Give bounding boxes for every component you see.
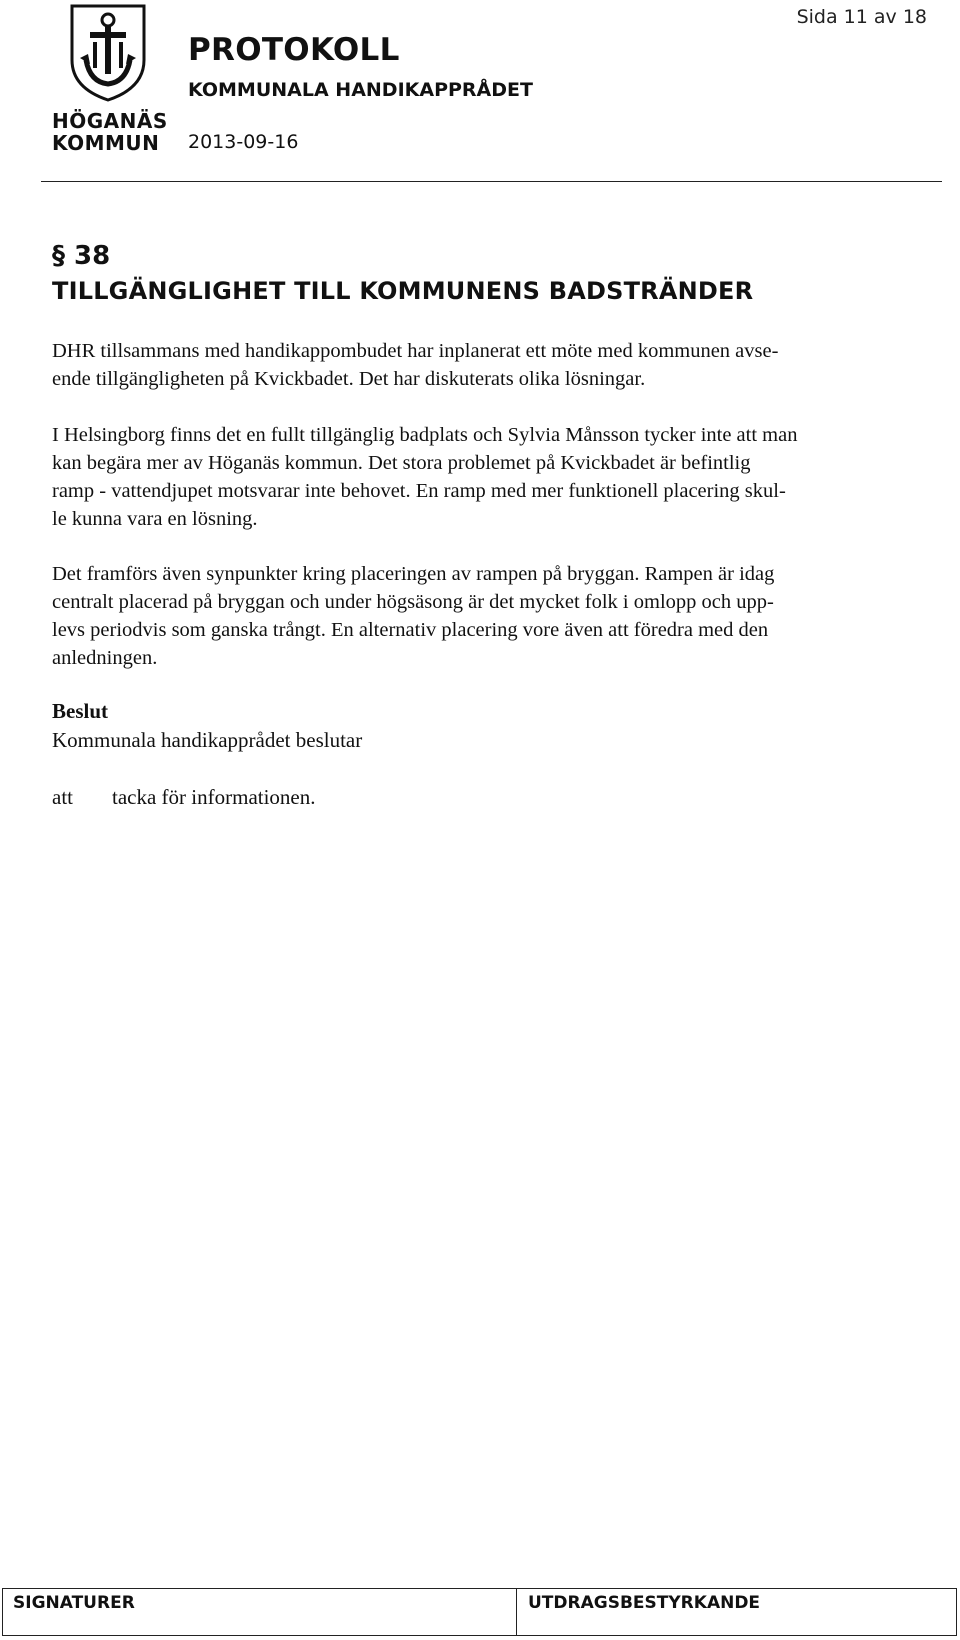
- text-line: ramp - vattendjupet motsvarar inte behovet. En ramp med mer funktionell placering skul-: [52, 480, 786, 502]
- text-line: anledningen.: [52, 647, 158, 669]
- decision-item-prefix: att: [52, 785, 73, 809]
- text-line: centralt placerad på bryggan och under högsäsong är det mycket folk i omlopp och upp-: [52, 591, 774, 613]
- decision-intro: Kommunala handikapprådet beslutar: [52, 728, 363, 752]
- text-line: DHR tillsammans med handikappombudet har inplanerat ett möte med kommunen avse-: [52, 340, 779, 362]
- logo-wordmark: [52, 109, 168, 155]
- page-number: Sida 11 av 18: [796, 6, 927, 28]
- text-line: ende tillgängligheten på Kvickbadet. Det har diskuterats olika lösningar.: [52, 368, 646, 390]
- text-line: levs periodvis som ganska trångt. En alternativ placering vore även att föredra med den: [52, 619, 769, 641]
- text-line: I Helsingborg finns det en fullt tillgänglig badplats och Sylvia Månsson tycker inte att man: [52, 424, 798, 446]
- paragraph-1: [52, 337, 912, 393]
- document-subtitle: KOMMUNALA HANDIKAPPRÅDET: [188, 79, 533, 101]
- decision-heading: Beslut: [52, 699, 109, 723]
- signature-footer: [2, 1588, 957, 1636]
- text-line: kan begära mer av Höganäs kommun. Det stora problemet på Kvickbadet är befintlig: [52, 452, 751, 474]
- text-line: Det framförs även synpunkter kring placeringen av rampen på bryggan. Rampen är idag: [52, 563, 775, 585]
- footer-divider: [516, 1589, 517, 1635]
- decision-item-text: tacka för informationen.: [112, 785, 316, 809]
- document-date: 2013-09-16: [188, 131, 299, 153]
- section-title: TILLGÄNGLIGHET TILL KOMMUNENS BADSTRÄNDER: [52, 277, 754, 305]
- paragraph-3: [52, 560, 912, 672]
- paragraph-2: [52, 421, 912, 533]
- footer-signatures-label: SIGNATURER: [13, 1593, 135, 1613]
- text-line: le kunna vara en lösning.: [52, 508, 258, 530]
- paragraph-number: § 38: [52, 241, 111, 271]
- header-divider: [41, 181, 942, 182]
- document-title: PROTOKOLL: [188, 32, 400, 68]
- anchor-coat-of-arms-icon: [68, 2, 148, 102]
- logo-line-1: HÖGANÄS: [52, 109, 168, 133]
- municipality-logo: [52, 2, 168, 155]
- logo-line-2: KOMMUN: [52, 131, 160, 155]
- footer-certification-label: UTDRAGSBESTYRKANDE: [528, 1593, 761, 1613]
